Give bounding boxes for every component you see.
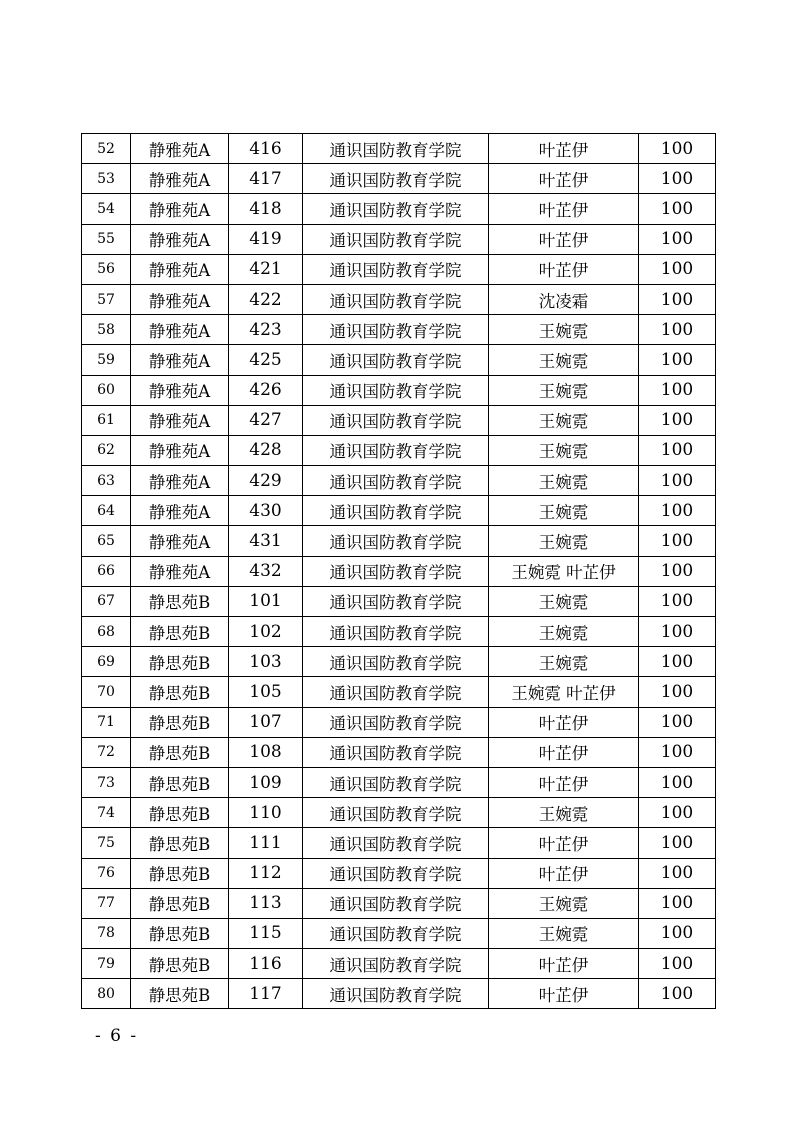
row-number-cell: 54 xyxy=(82,194,131,224)
counselor-cell: 叶芷伊 xyxy=(489,949,639,979)
building-cell: 静思苑B xyxy=(131,767,229,797)
dormitory-score-table xyxy=(81,133,716,1009)
building-cell: 静思苑B xyxy=(131,737,229,767)
room-number-cell: 109 xyxy=(229,767,303,797)
row-number-cell: 63 xyxy=(82,466,131,496)
table-row xyxy=(82,767,716,797)
table-row xyxy=(82,284,716,314)
room-number-cell: 421 xyxy=(229,254,303,284)
score-cell: 100 xyxy=(639,526,716,556)
score-cell: 100 xyxy=(639,435,716,465)
room-number-cell: 426 xyxy=(229,375,303,405)
counselor-cell: 王婉霓 叶芷伊 xyxy=(489,677,639,707)
counselor-cell: 王婉霓 xyxy=(489,315,639,345)
college-cell: 通识国防教育学院 xyxy=(303,405,489,435)
counselor-cell: 王婉霓 xyxy=(489,647,639,677)
college-cell: 通识国防教育学院 xyxy=(303,647,489,677)
college-cell: 通识国防教育学院 xyxy=(303,949,489,979)
score-cell: 100 xyxy=(639,315,716,345)
room-number-cell: 429 xyxy=(229,466,303,496)
room-number-cell: 111 xyxy=(229,828,303,858)
college-cell: 通识国防教育学院 xyxy=(303,224,489,254)
row-number-cell: 75 xyxy=(82,828,131,858)
row-number-cell: 65 xyxy=(82,526,131,556)
row-number-cell: 56 xyxy=(82,254,131,284)
table-row xyxy=(82,556,716,586)
counselor-cell: 沈凌霜 xyxy=(489,284,639,314)
college-cell: 通识国防教育学院 xyxy=(303,617,489,647)
counselor-cell: 叶芷伊 xyxy=(489,737,639,767)
college-cell: 通识国防教育学院 xyxy=(303,375,489,405)
row-number-cell: 70 xyxy=(82,677,131,707)
building-cell: 静思苑B xyxy=(131,828,229,858)
building-cell: 静思苑B xyxy=(131,858,229,888)
room-number-cell: 115 xyxy=(229,918,303,948)
building-cell: 静雅苑A xyxy=(131,526,229,556)
table-row xyxy=(82,677,716,707)
score-cell: 100 xyxy=(639,466,716,496)
score-cell: 100 xyxy=(639,164,716,194)
building-cell: 静思苑B xyxy=(131,647,229,677)
counselor-cell: 王婉霓 xyxy=(489,466,639,496)
score-cell: 100 xyxy=(639,617,716,647)
room-number-cell: 116 xyxy=(229,949,303,979)
room-number-cell: 105 xyxy=(229,677,303,707)
table-row xyxy=(82,194,716,224)
table-row xyxy=(82,586,716,616)
room-number-cell: 427 xyxy=(229,405,303,435)
score-cell: 100 xyxy=(639,586,716,616)
room-number-cell: 117 xyxy=(229,979,303,1009)
score-cell: 100 xyxy=(639,858,716,888)
building-cell: 静思苑B xyxy=(131,707,229,737)
table-row xyxy=(82,375,716,405)
building-cell: 静思苑B xyxy=(131,677,229,707)
row-number-cell: 53 xyxy=(82,164,131,194)
table-row xyxy=(82,828,716,858)
counselor-cell: 叶芷伊 xyxy=(489,134,639,164)
college-cell: 通识国防教育学院 xyxy=(303,194,489,224)
row-number-cell: 59 xyxy=(82,345,131,375)
row-number-cell: 69 xyxy=(82,647,131,677)
college-cell: 通识国防教育学院 xyxy=(303,888,489,918)
room-number-cell: 108 xyxy=(229,737,303,767)
row-number-cell: 58 xyxy=(82,315,131,345)
counselor-cell: 叶芷伊 xyxy=(489,707,639,737)
score-cell: 100 xyxy=(639,737,716,767)
score-cell: 100 xyxy=(639,707,716,737)
table-row xyxy=(82,858,716,888)
row-number-cell: 77 xyxy=(82,888,131,918)
score-cell: 100 xyxy=(639,496,716,526)
table-row xyxy=(82,617,716,647)
college-cell: 通识国防教育学院 xyxy=(303,979,489,1009)
college-cell: 通识国防教育学院 xyxy=(303,164,489,194)
row-number-cell: 61 xyxy=(82,405,131,435)
table-row xyxy=(82,164,716,194)
counselor-cell: 王婉霓 xyxy=(489,918,639,948)
score-cell: 100 xyxy=(639,375,716,405)
counselor-cell: 王婉霓 叶芷伊 xyxy=(489,556,639,586)
row-number-cell: 55 xyxy=(82,224,131,254)
college-cell: 通识国防教育学院 xyxy=(303,737,489,767)
table-row xyxy=(82,405,716,435)
room-number-cell: 110 xyxy=(229,798,303,828)
counselor-cell: 王婉霓 xyxy=(489,435,639,465)
score-cell: 100 xyxy=(639,284,716,314)
room-number-cell: 425 xyxy=(229,345,303,375)
counselor-cell: 叶芷伊 xyxy=(489,858,639,888)
counselor-cell: 叶芷伊 xyxy=(489,164,639,194)
room-number-cell: 417 xyxy=(229,164,303,194)
college-cell: 通识国防教育学院 xyxy=(303,526,489,556)
counselor-cell: 王婉霓 xyxy=(489,526,639,556)
college-cell: 通识国防教育学院 xyxy=(303,556,489,586)
building-cell: 静思苑B xyxy=(131,918,229,948)
counselor-cell: 叶芷伊 xyxy=(489,254,639,284)
building-cell: 静雅苑A xyxy=(131,194,229,224)
building-cell: 静思苑B xyxy=(131,979,229,1009)
row-number-cell: 64 xyxy=(82,496,131,526)
room-number-cell: 430 xyxy=(229,496,303,526)
room-number-cell: 419 xyxy=(229,224,303,254)
college-cell: 通识国防教育学院 xyxy=(303,918,489,948)
table-row xyxy=(82,345,716,375)
room-number-cell: 431 xyxy=(229,526,303,556)
building-cell: 静雅苑A xyxy=(131,556,229,586)
score-cell: 100 xyxy=(639,677,716,707)
room-number-cell: 107 xyxy=(229,707,303,737)
table-row xyxy=(82,888,716,918)
score-cell: 100 xyxy=(639,405,716,435)
score-cell: 100 xyxy=(639,224,716,254)
table-row xyxy=(82,707,716,737)
row-number-cell: 68 xyxy=(82,617,131,647)
building-cell: 静雅苑A xyxy=(131,254,229,284)
table-row xyxy=(82,315,716,345)
room-number-cell: 112 xyxy=(229,858,303,888)
room-number-cell: 102 xyxy=(229,617,303,647)
room-number-cell: 113 xyxy=(229,888,303,918)
building-cell: 静雅苑A xyxy=(131,345,229,375)
row-number-cell: 76 xyxy=(82,858,131,888)
building-cell: 静雅苑A xyxy=(131,405,229,435)
building-cell: 静雅苑A xyxy=(131,224,229,254)
building-cell: 静思苑B xyxy=(131,617,229,647)
score-cell: 100 xyxy=(639,345,716,375)
building-cell: 静雅苑A xyxy=(131,466,229,496)
row-number-cell: 57 xyxy=(82,284,131,314)
score-cell: 100 xyxy=(639,888,716,918)
counselor-cell: 王婉霓 xyxy=(489,617,639,647)
table-row xyxy=(82,979,716,1009)
table-row xyxy=(82,918,716,948)
table-row xyxy=(82,435,716,465)
row-number-cell: 79 xyxy=(82,949,131,979)
room-number-cell: 428 xyxy=(229,435,303,465)
college-cell: 通识国防教育学院 xyxy=(303,828,489,858)
room-number-cell: 432 xyxy=(229,556,303,586)
score-cell: 100 xyxy=(639,767,716,797)
college-cell: 通识国防教育学院 xyxy=(303,345,489,375)
college-cell: 通识国防教育学院 xyxy=(303,586,489,616)
row-number-cell: 73 xyxy=(82,767,131,797)
college-cell: 通识国防教育学院 xyxy=(303,315,489,345)
row-number-cell: 52 xyxy=(82,134,131,164)
building-cell: 静雅苑A xyxy=(131,164,229,194)
room-number-cell: 418 xyxy=(229,194,303,224)
counselor-cell: 王婉霓 xyxy=(489,888,639,918)
building-cell: 静雅苑A xyxy=(131,435,229,465)
college-cell: 通识国防教育学院 xyxy=(303,858,489,888)
score-cell: 100 xyxy=(639,949,716,979)
table-row xyxy=(82,647,716,677)
counselor-cell: 叶芷伊 xyxy=(489,979,639,1009)
counselor-cell: 王婉霓 xyxy=(489,798,639,828)
row-number-cell: 60 xyxy=(82,375,131,405)
score-cell: 100 xyxy=(639,979,716,1009)
building-cell: 静雅苑A xyxy=(131,315,229,345)
score-cell: 100 xyxy=(639,828,716,858)
college-cell: 通识国防教育学院 xyxy=(303,707,489,737)
college-cell: 通识国防教育学院 xyxy=(303,435,489,465)
table-row xyxy=(82,737,716,767)
score-cell: 100 xyxy=(639,134,716,164)
counselor-cell: 王婉霓 xyxy=(489,586,639,616)
counselor-cell: 叶芷伊 xyxy=(489,767,639,797)
building-cell: 静思苑B xyxy=(131,888,229,918)
counselor-cell: 叶芷伊 xyxy=(489,828,639,858)
building-cell: 静雅苑A xyxy=(131,284,229,314)
college-cell: 通识国防教育学院 xyxy=(303,284,489,314)
score-cell: 100 xyxy=(639,194,716,224)
score-cell: 100 xyxy=(639,556,716,586)
score-cell: 100 xyxy=(639,918,716,948)
row-number-cell: 74 xyxy=(82,798,131,828)
building-cell: 静雅苑A xyxy=(131,134,229,164)
table-row xyxy=(82,496,716,526)
counselor-cell: 王婉霓 xyxy=(489,496,639,526)
table-row xyxy=(82,466,716,496)
score-cell: 100 xyxy=(639,254,716,284)
table-row xyxy=(82,254,716,284)
table-row xyxy=(82,224,716,254)
row-number-cell: 66 xyxy=(82,556,131,586)
college-cell: 通识国防教育学院 xyxy=(303,798,489,828)
college-cell: 通识国防教育学院 xyxy=(303,134,489,164)
row-number-cell: 62 xyxy=(82,435,131,465)
college-cell: 通识国防教育学院 xyxy=(303,496,489,526)
room-number-cell: 423 xyxy=(229,315,303,345)
row-number-cell: 71 xyxy=(82,707,131,737)
college-cell: 通识国防教育学院 xyxy=(303,254,489,284)
table-body xyxy=(82,134,716,1009)
college-cell: 通识国防教育学院 xyxy=(303,767,489,797)
score-cell: 100 xyxy=(639,798,716,828)
building-cell: 静思苑B xyxy=(131,798,229,828)
row-number-cell: 80 xyxy=(82,979,131,1009)
building-cell: 静雅苑A xyxy=(131,375,229,405)
row-number-cell: 78 xyxy=(82,918,131,948)
counselor-cell: 王婉霓 xyxy=(489,405,639,435)
row-number-cell: 67 xyxy=(82,586,131,616)
building-cell: 静思苑B xyxy=(131,949,229,979)
college-cell: 通识国防教育学院 xyxy=(303,677,489,707)
counselor-cell: 王婉霓 xyxy=(489,375,639,405)
building-cell: 静雅苑A xyxy=(131,496,229,526)
dormitory-score-table-wrapper xyxy=(81,133,715,1009)
row-number-cell: 72 xyxy=(82,737,131,767)
room-number-cell: 103 xyxy=(229,647,303,677)
score-cell: 100 xyxy=(639,647,716,677)
room-number-cell: 422 xyxy=(229,284,303,314)
counselor-cell: 叶芷伊 xyxy=(489,194,639,224)
room-number-cell: 101 xyxy=(229,586,303,616)
counselor-cell: 叶芷伊 xyxy=(489,224,639,254)
page-number: - 6 - xyxy=(95,1026,139,1046)
table-row xyxy=(82,949,716,979)
building-cell: 静思苑B xyxy=(131,586,229,616)
college-cell: 通识国防教育学院 xyxy=(303,466,489,496)
table-row xyxy=(82,798,716,828)
table-row xyxy=(82,134,716,164)
room-number-cell: 416 xyxy=(229,134,303,164)
table-row xyxy=(82,526,716,556)
counselor-cell: 王婉霓 xyxy=(489,345,639,375)
